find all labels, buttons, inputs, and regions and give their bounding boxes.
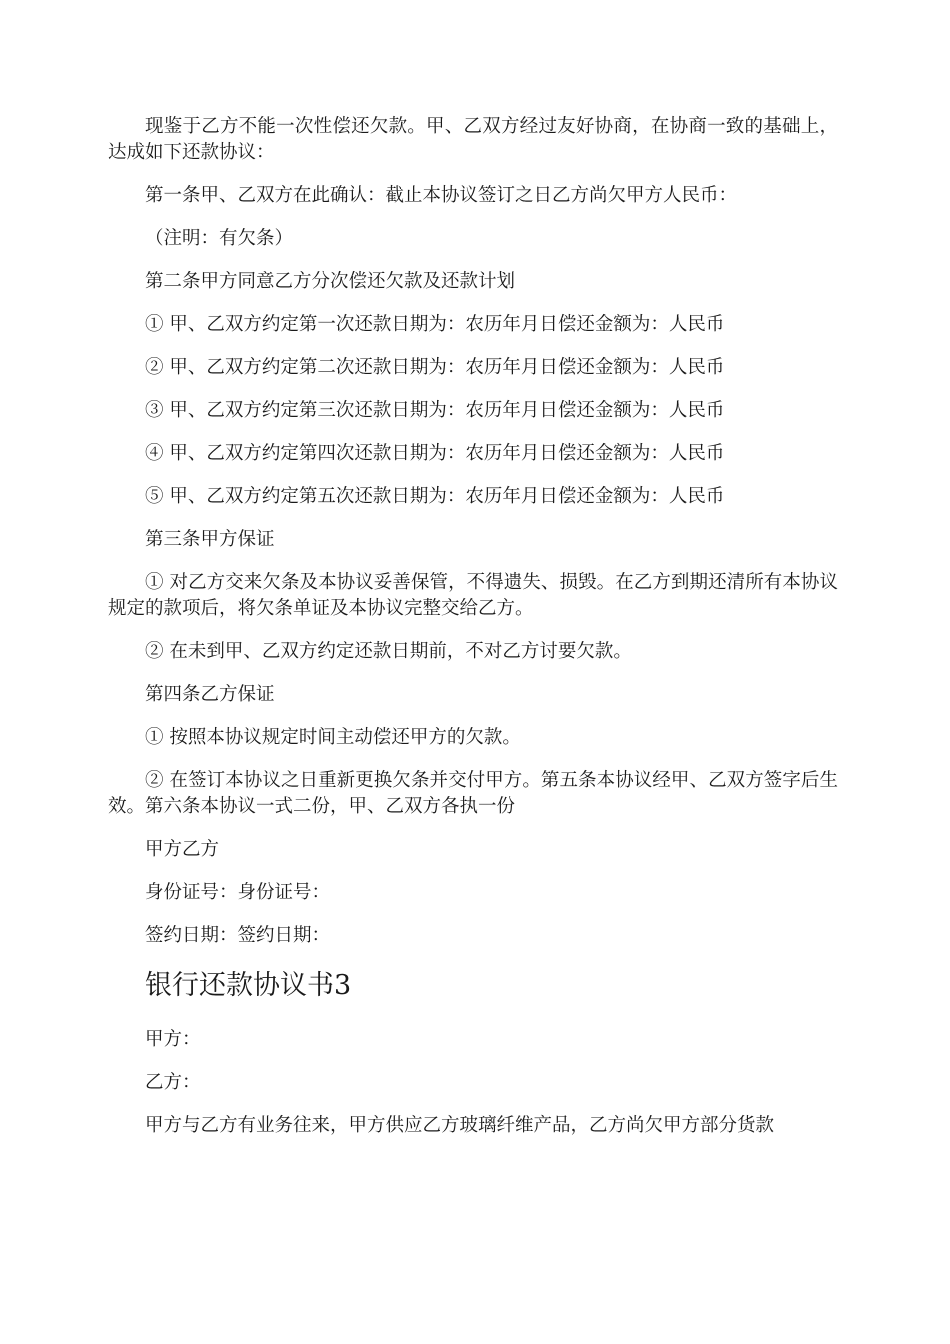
paragraph-business-relation: 甲方与乙方有业务往来，甲方供应乙方玻璃纤维产品，乙方尚欠甲方部分货款 bbox=[145, 1115, 775, 1136]
paragraph-id-numbers: 身份证号：身份证号： bbox=[145, 882, 331, 903]
paragraph-sign-dates: 签约日期：签约日期： bbox=[145, 925, 331, 946]
document-body bbox=[108, 114, 838, 1156]
paragraph-guarantee-b2: ② 在签订本协议之日重新更换欠条并交付甲方。第五条本协议经甲、乙双方签字后生效。第六条本协议一式二份，甲、乙双方各执一份 bbox=[108, 770, 838, 817]
paragraph-guarantee-b1: ① 按照本协议规定时间主动偿还甲方的欠款。 bbox=[145, 727, 521, 748]
paragraph-installment-4: ④ 甲、乙双方约定第四次还款日期为：农历年月日偿还金额为：人民币 bbox=[145, 443, 725, 464]
paragraph-installment-2: ② 甲、乙双方约定第二次还款日期为：农历年月日偿还金额为：人民币 bbox=[145, 357, 725, 378]
paragraph-parties: 甲方乙方 bbox=[145, 839, 220, 860]
paragraph-article-3: 第三条甲方保证 bbox=[145, 529, 275, 550]
paragraph-installment-1: ① 甲、乙双方约定第一次还款日期为：农历年月日偿还金额为：人民币 bbox=[145, 314, 725, 335]
paragraph-article-2: 第二条甲方同意乙方分次偿还欠款及还款计划 bbox=[145, 271, 516, 292]
section-title: 银行还款协议书3 bbox=[145, 970, 352, 1001]
paragraph-article-4: 第四条乙方保证 bbox=[145, 684, 275, 705]
paragraph-article-1: 第一条甲、乙双方在此确认：截止本协议签订之日乙方尚欠甲方人民币： bbox=[145, 185, 738, 206]
paragraph-installment-5: ⑤ 甲、乙双方约定第五次还款日期为：农历年月日偿还金额为：人民币 bbox=[145, 486, 725, 507]
paragraph-installment-3: ③ 甲、乙双方约定第三次还款日期为：农历年月日偿还金额为：人民币 bbox=[145, 400, 725, 421]
paragraph-note: （注明：有欠条） bbox=[145, 228, 294, 249]
paragraph-preamble: 现鉴于乙方不能一次性偿还欠款。甲、乙双方经过友好协商，在协商一致的基础上，达成如下还款协议： bbox=[108, 116, 838, 163]
paragraph-party-b: 乙方： bbox=[145, 1072, 201, 1093]
paragraph-guarantee-a2: ② 在未到甲、乙双方约定还款日期前，不对乙方讨要欠款。 bbox=[145, 641, 632, 662]
paragraph-guarantee-a1: ① 对乙方交来欠条及本协议妥善保管，不得遗失、损毁。在乙方到期还清所有本协议规定的款项后，将欠条单证及本协议完整交给乙方。 bbox=[108, 572, 838, 619]
paragraph-party-a: 甲方： bbox=[145, 1029, 201, 1050]
